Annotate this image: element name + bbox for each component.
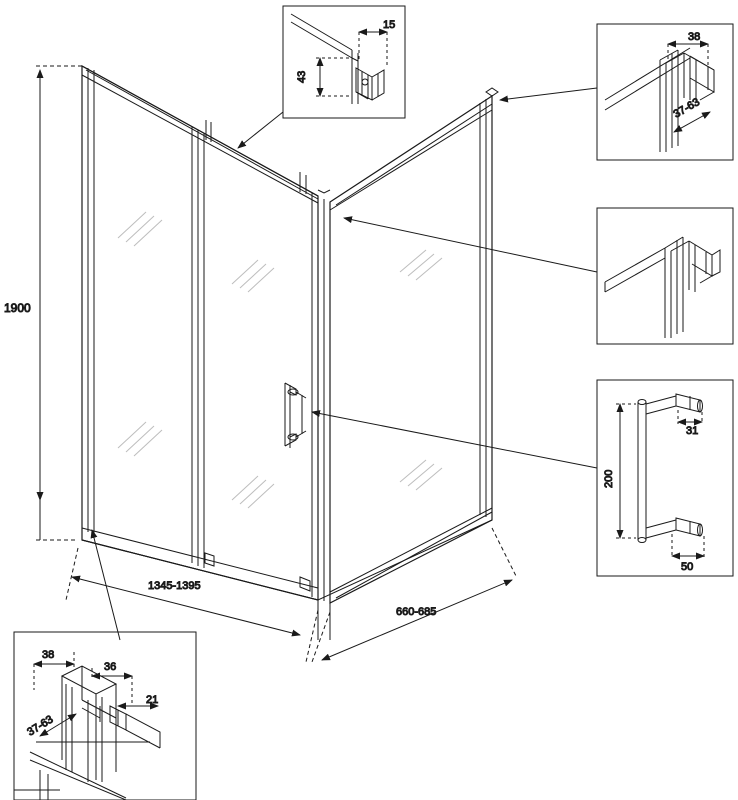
door-handle bbox=[285, 383, 306, 448]
detail-label-31: 31 bbox=[686, 425, 699, 437]
detail-wall-profile bbox=[500, 24, 733, 160]
dimension-label-side-depth: 660-685 bbox=[396, 606, 437, 618]
dimension-label-height: 1900 bbox=[4, 301, 31, 315]
detail-corner-profile bbox=[344, 208, 733, 344]
shower-enclosure-main bbox=[82, 66, 498, 640]
detail-handle bbox=[312, 380, 733, 576]
detail-label-43: 43 bbox=[296, 70, 308, 83]
detail-label-21: 21 bbox=[146, 694, 159, 706]
detail-label-38-top: 38 bbox=[688, 31, 701, 43]
dimension-label-front-width: 1345-1395 bbox=[148, 580, 201, 592]
detail-label-37-63-bottom: 37-63 bbox=[25, 713, 56, 739]
detail-label-50: 50 bbox=[681, 561, 694, 573]
dimension-height-1900 bbox=[36, 66, 82, 540]
detail-label-200: 200 bbox=[603, 469, 615, 488]
detail-top-profile bbox=[238, 6, 405, 148]
detail-label-37-63-top: 37-63 bbox=[671, 96, 702, 121]
detail-label-38-bottom: 38 bbox=[42, 649, 55, 661]
detail-label-15: 15 bbox=[383, 19, 396, 31]
detail-label-36: 36 bbox=[104, 661, 117, 673]
